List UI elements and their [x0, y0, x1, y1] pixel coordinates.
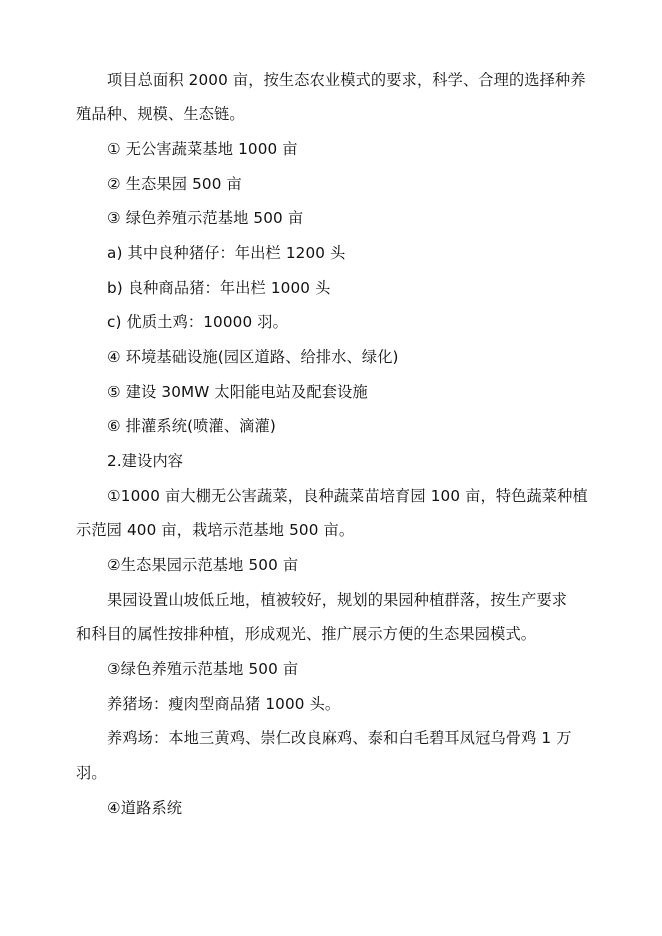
paragraph-orchard-line-2: 和科目的属性按排种植，形成观光、推广展示方便的生态果园模式。: [76, 625, 537, 643]
sub-item-chickens: c) 优质土鸡：10000 羽。: [107, 313, 288, 331]
paragraph-orchard-line-1: 果园设置山坡低丘地，植被较好，规划的果园种植群落，按生产要求: [107, 591, 568, 609]
sub-item-commercial-pigs: b) 良种商品猪：年出栏 1000 头: [107, 279, 331, 297]
paragraph-chicken-farm-line-2: 羽。: [76, 764, 107, 782]
paragraph-intro-line-2: 殖品种、规模、生态链。: [76, 105, 245, 123]
paragraph-item-2-heading: ②生态果园示范基地 500 亩: [107, 556, 299, 574]
paragraph-item-1-line-2: 示范园 400 亩，栽培示范基地 500 亩。: [76, 521, 355, 539]
list-item-irrigation: ⑥ 排灌系统(喷灌、滴灌): [107, 417, 276, 435]
sub-item-piglets: a) 其中良种猪仔：年出栏 1200 头: [107, 244, 346, 262]
list-item-breeding-base: ③ 绿色养殖示范基地 500 亩: [107, 209, 304, 227]
paragraph-intro-line-1: 项目总面积 2000 亩，按生态农业模式的要求，科学、合理的选择种养: [107, 71, 586, 89]
paragraph-item-1-line-1: ①1000 亩大棚无公害蔬菜，良种蔬菜苗培育园 100 亩，特色蔬菜种植: [107, 487, 588, 505]
paragraph-chicken-farm-line-1: 养鸡场：本地三黄鸡、崇仁改良麻鸡、泰和白毛碧耳凤冠乌骨鸡 1 万: [107, 729, 572, 747]
section-heading-construction: 2.建设内容: [107, 452, 184, 470]
paragraph-item-4-heading: ④道路系统: [107, 799, 183, 817]
list-item-infrastructure: ④ 环境基础设施(园区道路、给排水、绿化): [107, 348, 399, 366]
list-item-solar-station: ⑤ 建设 30MW 太阳能电站及配套设施: [107, 383, 368, 401]
list-item-vegetable-base: ① 无公害蔬菜基地 1000 亩: [107, 140, 298, 158]
paragraph-pig-farm: 养猪场：瘦肉型商品猪 1000 头。: [107, 695, 341, 713]
list-item-eco-orchard: ② 生态果园 500 亩: [107, 175, 242, 193]
paragraph-item-3-heading: ③绿色养殖示范基地 500 亩: [107, 660, 299, 678]
